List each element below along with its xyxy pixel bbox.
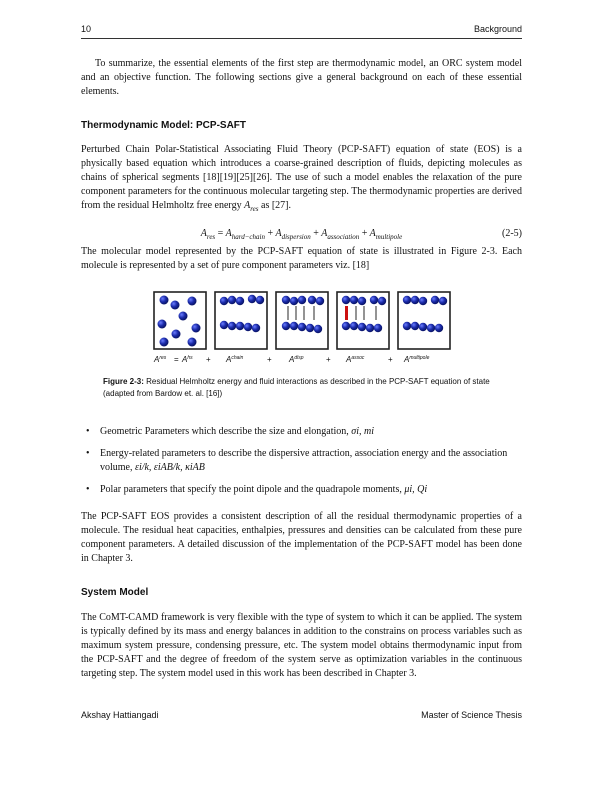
eq-term-4: A — [369, 228, 376, 239]
pcp-saft-paragraph-3: The PCP-SAFT EOS provides a consistent description of all the residual thermodynamic properties of a molecule. The residual heat capacities, enthalpies, pressures and densities can be calculated from these pure component parameters. A detailed discussion of the implementation of the PCP-SAFT model has been done in Chapter 3. — [81, 511, 522, 564]
eq-term-2: A — [275, 228, 282, 239]
pcp-saft-paragraph-1-end: as [27]. — [261, 200, 291, 211]
equation-2-5 — [81, 228, 522, 242]
eq-term-1-sub: hard−chain — [231, 233, 265, 241]
page-number: 10 — [81, 24, 92, 34]
page-header — [81, 24, 522, 39]
bullet-text: Polar parameters that specify the point dipole and the quadrapole moments, — [100, 484, 402, 495]
bullet-dot: • — [86, 426, 90, 437]
label-op-plus-2: + — [267, 355, 272, 364]
pcp-saft-paragraph-1 — [81, 143, 522, 216]
eq-plus-1: + — [267, 228, 274, 239]
eq-equals: = — [217, 228, 224, 239]
pcp-saft-paragraph-2: The molecular model represented by the PCP-SAFT equation of state is illustrated in Figure 2-3. Each molecule is represented by a set of pure component parameters viz. [18] — [81, 246, 522, 271]
eq-plus-2: + — [313, 228, 319, 239]
eq-term-3: A — [321, 228, 328, 239]
label-amultipole: $A^{multipole}$ — [404, 355, 430, 364]
panel-hs-spheres — [158, 296, 201, 347]
figure-caption-label: Figure 2-3: — [103, 377, 144, 386]
footer-thesis: Master of Science Thesis — [421, 710, 522, 720]
label-op-plus-3: + — [326, 355, 331, 364]
intro-paragraph: To summarize, the essential elements of the first step are thermodynamic model, an ORC system model and an objective function. The following sections give a general background on each of these essential elements. — [81, 58, 522, 97]
label-op-equals: = — [174, 355, 179, 364]
label-achain: $A^{chain}$ — [226, 355, 244, 364]
figure-caption-text: Residual Helmholtz energy and fluid interactions as described in the PCP-SAFT equation of state (adapted from Bardow et. al. [16]) — [103, 377, 490, 398]
panel-assoc-arrows — [356, 306, 376, 320]
panel-disp-arrows — [288, 306, 314, 320]
label-ares: $A^{res}$ — [154, 355, 167, 364]
ares-subscript: res — [250, 205, 259, 213]
bullet-text: Geometric Parameters which describe the size and elongation, — [100, 426, 349, 437]
equation-body — [81, 228, 522, 241]
panel-multipole-spheres — [403, 296, 447, 332]
parameter-list — [86, 425, 522, 505]
eq-lhs-sub: res — [206, 233, 216, 241]
label-op-plus-1: + — [206, 355, 211, 364]
footer-author: Akshay Hattiangadi — [81, 710, 159, 720]
bullet-text: Energy-related parameters to describe the dispersive attraction, association energy and the association volume, — [100, 448, 508, 473]
bullet-math: μi, Qi — [404, 484, 428, 495]
association-bond — [345, 306, 348, 320]
section-heading-system-model: System Model — [81, 587, 149, 598]
ares-symbol: A — [244, 200, 251, 211]
bullet-dot: • — [86, 484, 90, 495]
equation-number: (2-5) — [502, 228, 522, 239]
label-aassoc: $A^{assoc}$ — [346, 355, 365, 364]
pcp-saft-figure — [148, 290, 460, 368]
label-ahs: $A^{hs}$ — [182, 355, 193, 364]
label-op-plus-4: + — [388, 355, 393, 364]
section-heading-pcp-saft: Thermodynamic Model: PCP-SAFT — [81, 120, 247, 131]
pcp-saft-paragraph-1-text: Perturbed Chain Polar-Statistical Associating Fluid Theory (PCP-SAFT) equation of state (EOS) is a physically based equation which introduces a coarse-grained description of fluids, depicting molecules as chains of spherical segments [18][19][25][26]. The use of such a model enables the relaxation of the pure component parameters for the continuous molecular targeting step. The thermodynamic properties are derived from the residual Helmholtz free energy — [81, 144, 522, 211]
bullet-math: σi, mi — [351, 426, 375, 437]
label-adisp: $A^{disp}$ — [289, 355, 304, 364]
eq-lhs: A — [200, 228, 207, 239]
eq-term-3-sub: association — [327, 233, 360, 241]
eq-term-2-sub: dispersion — [281, 233, 311, 241]
eq-term-1: A — [225, 228, 232, 239]
eq-plus-3: + — [361, 228, 368, 239]
figure-caption — [103, 376, 503, 400]
system-model-paragraph: The CoMT-CAMD framework is very flexible with the type of system to which it can be applied. The system is typically defined by its mass and energy balances in addition to the constrains on process variables such as maximum system pressure, condensing pressure, etc. The system model obtains thermodynamic input from the PCP-SAFT and the degree of freedom of the system serve as optimization variables in the continuous targeting step. The system model used in this work has been described in Chapter 3. — [81, 612, 522, 679]
bullet-math: εi/k, εiAB/k, κiAB — [135, 462, 205, 473]
bullet-dot: • — [86, 448, 90, 459]
panel-chain-spheres — [220, 295, 264, 332]
eq-term-4-sub: multipole — [375, 233, 403, 241]
running-section-title: Background — [473, 24, 522, 34]
